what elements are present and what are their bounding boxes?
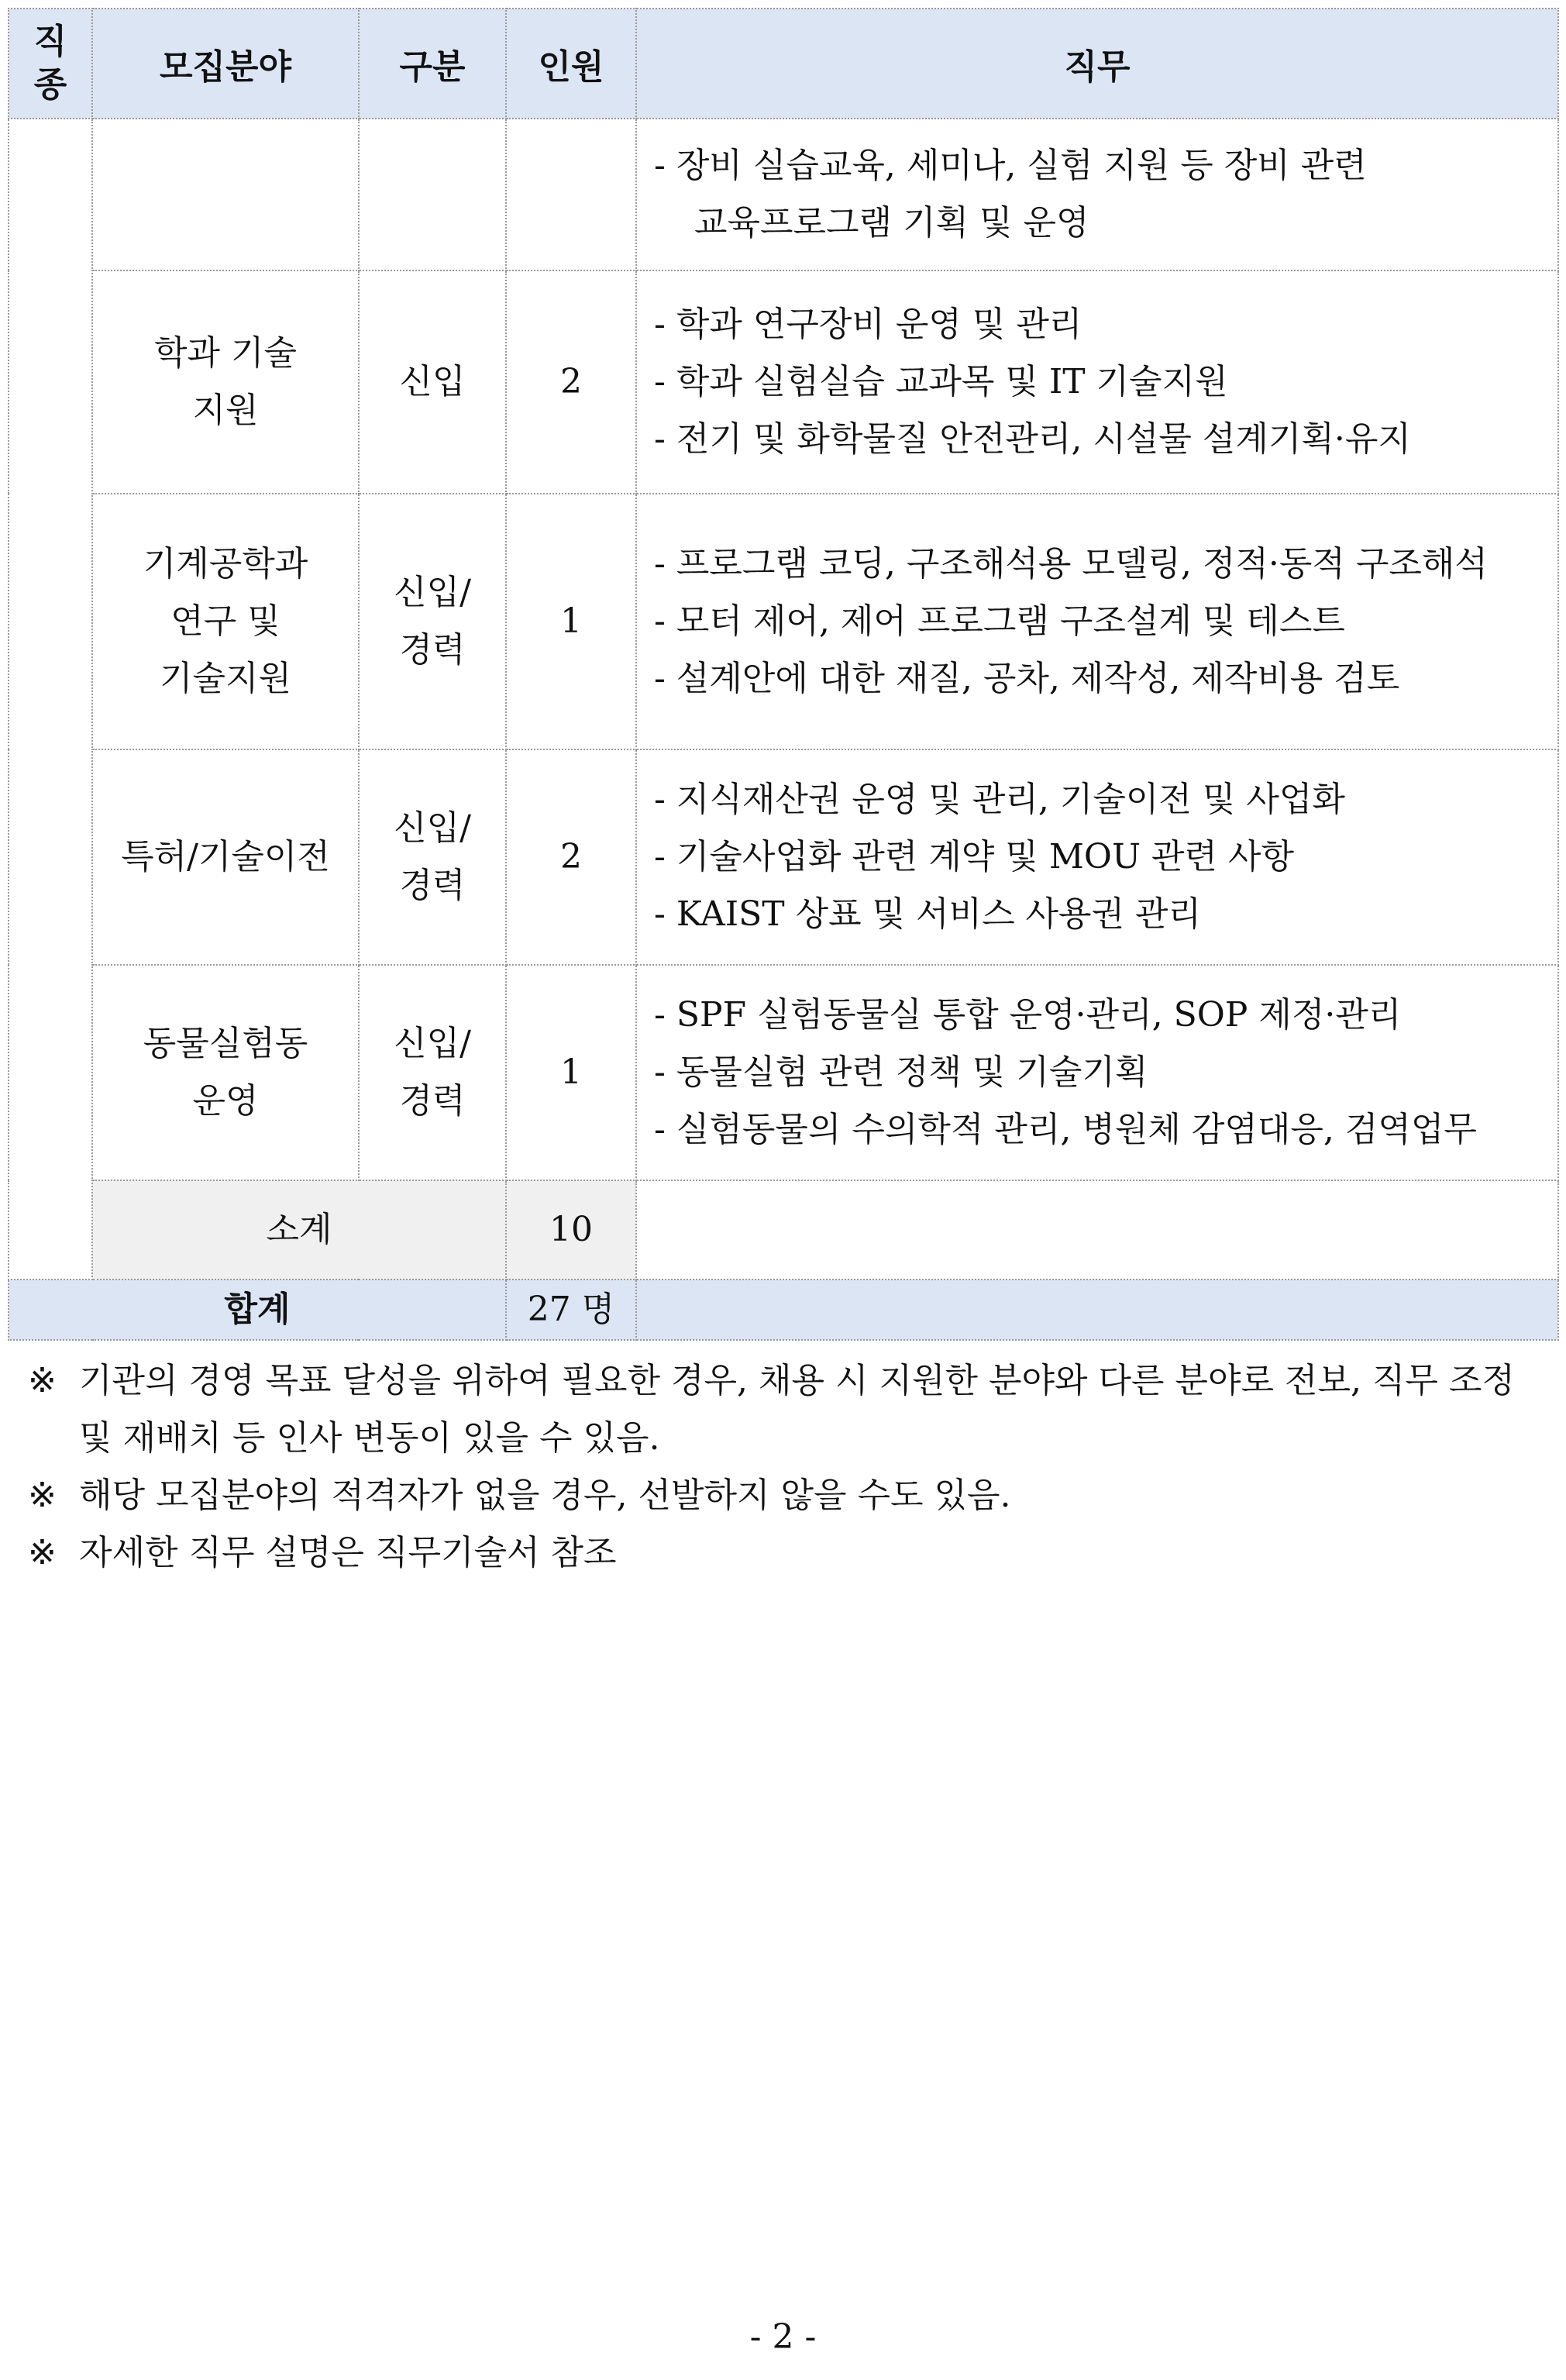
subtotal-empty [636, 1180, 1558, 1280]
field-line: 기계공학과 [143, 544, 308, 584]
note-text: 자세한 직무 설명은 직무기술서 참조 [79, 1533, 617, 1572]
category-cell [359, 494, 506, 749]
note-item [28, 1352, 1547, 1467]
reference-mark-icon: ※ [28, 1361, 57, 1400]
duty-line: - 학과 연구장비 운영 및 관리 [654, 305, 1082, 344]
duty-line: - SPF 실험동물실 통합 운영·관리, SOP 제정·관리 [654, 995, 1402, 1035]
field-line: 기술지원 [159, 659, 291, 698]
subtotal-row [9, 1180, 1558, 1280]
total-empty [636, 1280, 1558, 1340]
count-cell: 1 [506, 965, 636, 1180]
category-line: 경력 [399, 630, 466, 670]
header-duty: 직무 [636, 9, 1558, 119]
field-cell [92, 270, 359, 494]
field-cell [92, 749, 359, 965]
duty-line: - 장비 실습교육, 세미나, 실험 지원 등 장비 관련 [654, 146, 1367, 185]
category-line: 신입/ [394, 808, 471, 848]
header-field: 모집분야 [92, 9, 359, 119]
category-line: 신입/ [394, 573, 471, 612]
count-cell: 2 [506, 749, 636, 965]
category-line: 신입/ [394, 1024, 471, 1063]
duty-line: - 기술사업화 관련 계약 및 MOU 관련 사항 [654, 837, 1295, 877]
table-row [9, 494, 1558, 749]
table-row [9, 270, 1558, 494]
duty-line: - 지식재산권 운영 및 관리, 기술이전 및 사업화 [654, 780, 1345, 819]
duty-line: - 동물실험 관련 정책 및 기술기획 [654, 1052, 1148, 1092]
count-cell: 2 [506, 270, 636, 494]
category-cell [359, 270, 506, 494]
field-line: 운영 [192, 1081, 259, 1121]
subtotal-count: 10 [506, 1180, 636, 1280]
field-line: 특허/기술이전 [121, 837, 330, 877]
recruitment-table [8, 8, 1559, 1341]
note-item [28, 1467, 1547, 1524]
field-cell [92, 494, 359, 749]
duty-cell [636, 119, 1558, 270]
field-line: 연구 및 [170, 601, 281, 641]
table-row [9, 119, 1558, 270]
field-cell [92, 965, 359, 1180]
header-count: 인원 [506, 9, 636, 119]
subtotal-label: 소계 [92, 1180, 506, 1280]
duty-line: - 설계안에 대한 재질, 공차, 제작성, 제작비용 검토 [654, 659, 1400, 698]
field-cell [92, 119, 359, 270]
category-line: 경력 [399, 866, 466, 905]
category-line: 신입 [399, 362, 466, 401]
page-number: - 2 - [749, 2317, 817, 2357]
header-category: 구분 [359, 9, 506, 119]
note-item [28, 1524, 1547, 1582]
field-line: 학과 기술 [153, 333, 297, 373]
count-cell: 1 [506, 494, 636, 749]
duty-line: 교육프로그램 기획 및 운영 [694, 203, 1089, 243]
total-count: 27 명 [506, 1280, 636, 1340]
total-label: 합계 [9, 1280, 506, 1340]
duty-cell [636, 965, 1558, 1180]
reference-mark-icon: ※ [28, 1476, 57, 1515]
duty-cell [636, 270, 1558, 494]
jobtype-cell [9, 119, 92, 1280]
note-text: 해당 모집분야의 적격자가 없을 경우, 선발하지 않을 수도 있음. [79, 1476, 1011, 1515]
total-row [9, 1280, 1558, 1340]
category-cell [359, 965, 506, 1180]
field-line: 지원 [192, 391, 259, 430]
duty-cell [636, 494, 1558, 749]
category-cell [359, 119, 506, 270]
duty-line: - 모터 제어, 제어 프로그램 구조설계 및 테스트 [654, 601, 1345, 641]
category-cell [359, 749, 506, 965]
duty-line: - KAIST 상표 및 서비스 사용권 관리 [654, 894, 1202, 934]
field-line: 동물실험동 [143, 1024, 308, 1063]
header-jobtype: 직 종 [9, 9, 92, 119]
table-row [9, 749, 1558, 965]
category-line: 경력 [399, 1081, 466, 1121]
reference-mark-icon: ※ [28, 1533, 57, 1572]
count-cell [506, 119, 636, 270]
duty-cell [636, 749, 1558, 965]
notes-section [28, 1352, 1547, 1582]
duty-line: - 전기 및 화학물질 안전관리, 시설물 설계기획·유지 [654, 419, 1411, 459]
note-text: 기관의 경영 목표 달성을 위하여 필요한 경우, 채용 시 지원한 분야와 다른 분야로 전보, 직무 조정 및 재배치 등 인사 변동이 있을 수 있음. [79, 1361, 1515, 1458]
duty-line: - 실험동물의 수의학적 관리, 병원체 감염대응, 검역업무 [654, 1110, 1477, 1149]
duty-line: - 프로그램 코딩, 구조해석용 모델링, 정적·동적 구조해석 [654, 544, 1488, 584]
duty-line: - 학과 실험실습 교과목 및 IT 기술지원 [654, 362, 1228, 401]
table-header-row [9, 9, 1558, 119]
table-row [9, 965, 1558, 1180]
